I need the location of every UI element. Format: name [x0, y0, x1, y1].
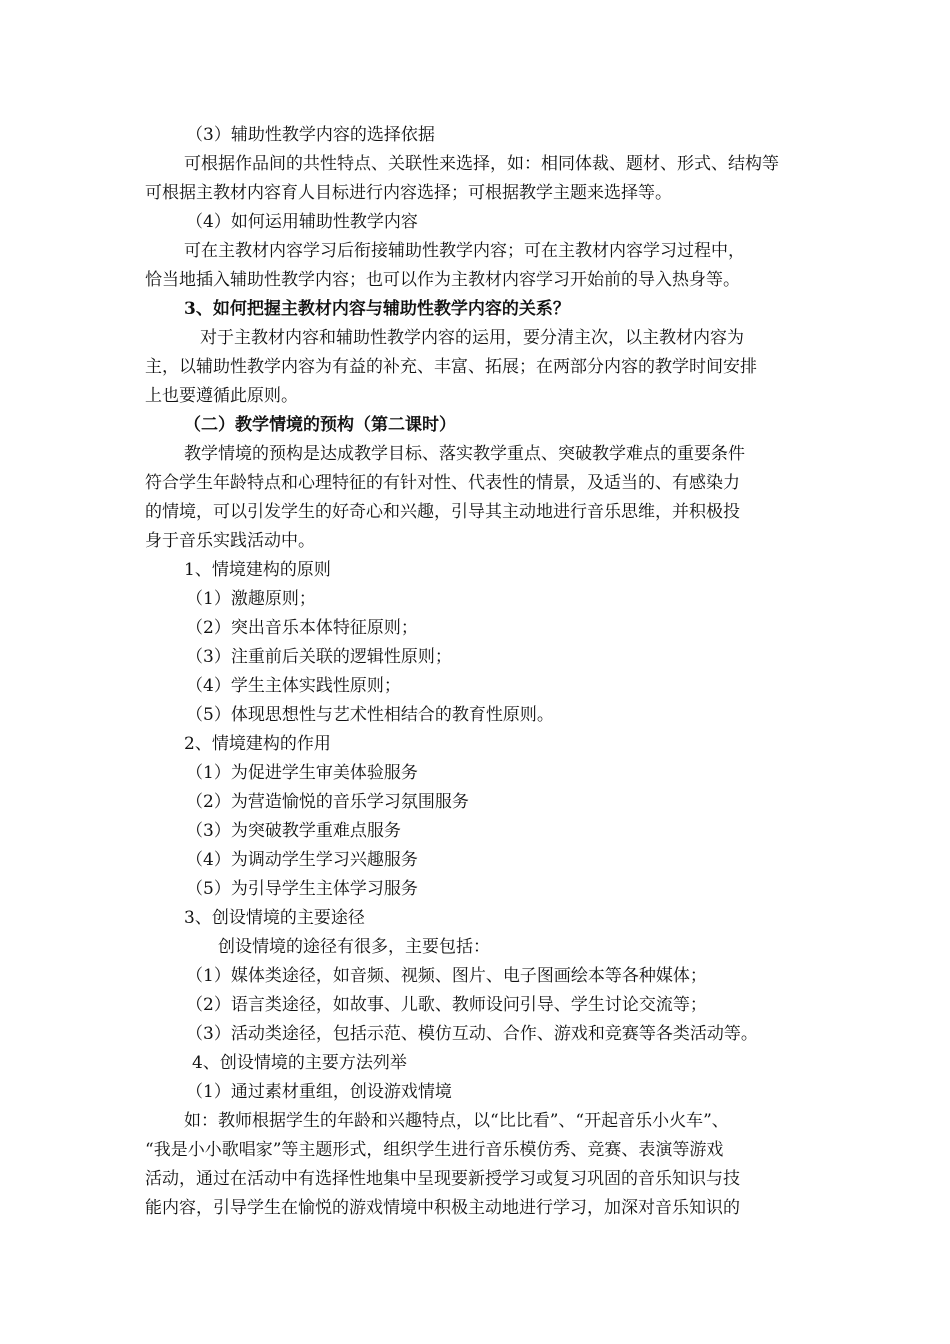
list-item: （2）语言类途径，如故事、儿歌、教师设问引导、学生讨论交流等；	[186, 995, 707, 1015]
section-heading-2: （二）教学情境的预构（第二课时）	[184, 415, 456, 435]
list-item: （1）为促进学生审美体验服务	[186, 763, 418, 783]
paragraph-line: 能内容，引导学生在愉悦的游戏情境中积极主动地进行学习，加深对音乐知识的	[145, 1198, 740, 1218]
list-item: （2）为营造愉悦的音乐学习氛围服务	[186, 792, 469, 812]
list-item: （1）媒体类途径，如音频、视频、图片、电子图画绘本等各种媒体；	[186, 966, 707, 986]
list-item: （4）为调动学生学习兴趣服务	[186, 850, 418, 870]
paragraph-line: 对于主教材内容和辅助性教学内容的运用，要分清主次，以主教材内容为	[200, 328, 744, 348]
paragraph-line: 可根据作品间的共性特点、关联性来选择，如：相同体裁、题材、形式、结构等	[184, 154, 779, 174]
paragraph-line: 符合学生年龄特点和心理特征的有针对性、代表性的情景，及适当的、有感染力	[145, 473, 740, 493]
paragraph-line: 如：教师根据学生的年龄和兴趣特点，以“比比看”、“开起音乐小火车”、	[184, 1111, 729, 1131]
subheading-3: （3）辅助性教学内容的选择依据	[186, 125, 435, 145]
paragraph-line: 教学情境的预构是达成教学目标、落实教学重点、突破教学难点的重要条件	[184, 444, 745, 464]
list-item: （3）为突破教学重难点服务	[186, 821, 401, 841]
list-item: （2）突出音乐本体特征原则；	[186, 618, 418, 638]
list-heading-3: 3、创设情境的主要途径	[184, 908, 365, 928]
list-item: （5）体现思想性与艺术性相结合的教育性原则。	[186, 705, 554, 725]
list-item: （3）注重前后关联的逻辑性原则；	[186, 647, 452, 667]
list-heading-2: 2、情境建构的作用	[184, 734, 331, 754]
list-item: （5）为引导学生主体学习服务	[186, 879, 418, 899]
paragraph-line: 创设情境的途径有很多，主要包括：	[218, 937, 490, 957]
list-item: （1）通过素材重组，创设游戏情境	[186, 1082, 452, 1102]
list-item: （3）活动类途径，包括示范、模仿互动、合作、游戏和竞赛等各类活动等。	[186, 1024, 758, 1044]
subheading-4: （4）如何运用辅助性教学内容	[186, 212, 418, 232]
paragraph-line: 身于音乐实践活动中。	[145, 531, 315, 551]
list-item: （1）激趣原则；	[186, 589, 316, 609]
paragraph-line: 活动，通过在活动中有选择性地集中呈现要新授学习或复习巩固的音乐知识与技	[145, 1169, 740, 1189]
paragraph-line: 可在主教材内容学习后衔接辅助性教学内容；可在主教材内容学习过程中，	[184, 241, 745, 261]
paragraph-line: “我是小小歌唱家”等主题形式，组织学生进行音乐模仿秀、竞赛、表演等游戏	[145, 1140, 724, 1160]
paragraph-line: 恰当地插入辅助性教学内容；也可以作为主教材内容学习开始前的导入热身等。	[145, 270, 740, 290]
paragraph-line: 上也要遵循此原则。	[145, 386, 298, 406]
paragraph-line: 的情境，可以引发学生的好奇心和兴趣，引导其主动地进行音乐思维，并积极投	[145, 502, 740, 522]
list-heading-1: 1、情境建构的原则	[184, 560, 331, 580]
list-heading-4: 4、创设情境的主要方法列举	[192, 1053, 407, 1073]
paragraph-line: 主，以辅助性教学内容为有益的补充、丰富、拓展；在两部分内容的教学时间安排	[145, 357, 757, 377]
list-item: （4）学生主体实践性原则；	[186, 676, 401, 696]
section-heading-3: 3、如何把握主教材内容与辅助性教学内容的关系？	[184, 299, 570, 319]
paragraph-line: 可根据主教材内容育人目标进行内容选择；可根据教学主题来选择等。	[145, 183, 672, 203]
